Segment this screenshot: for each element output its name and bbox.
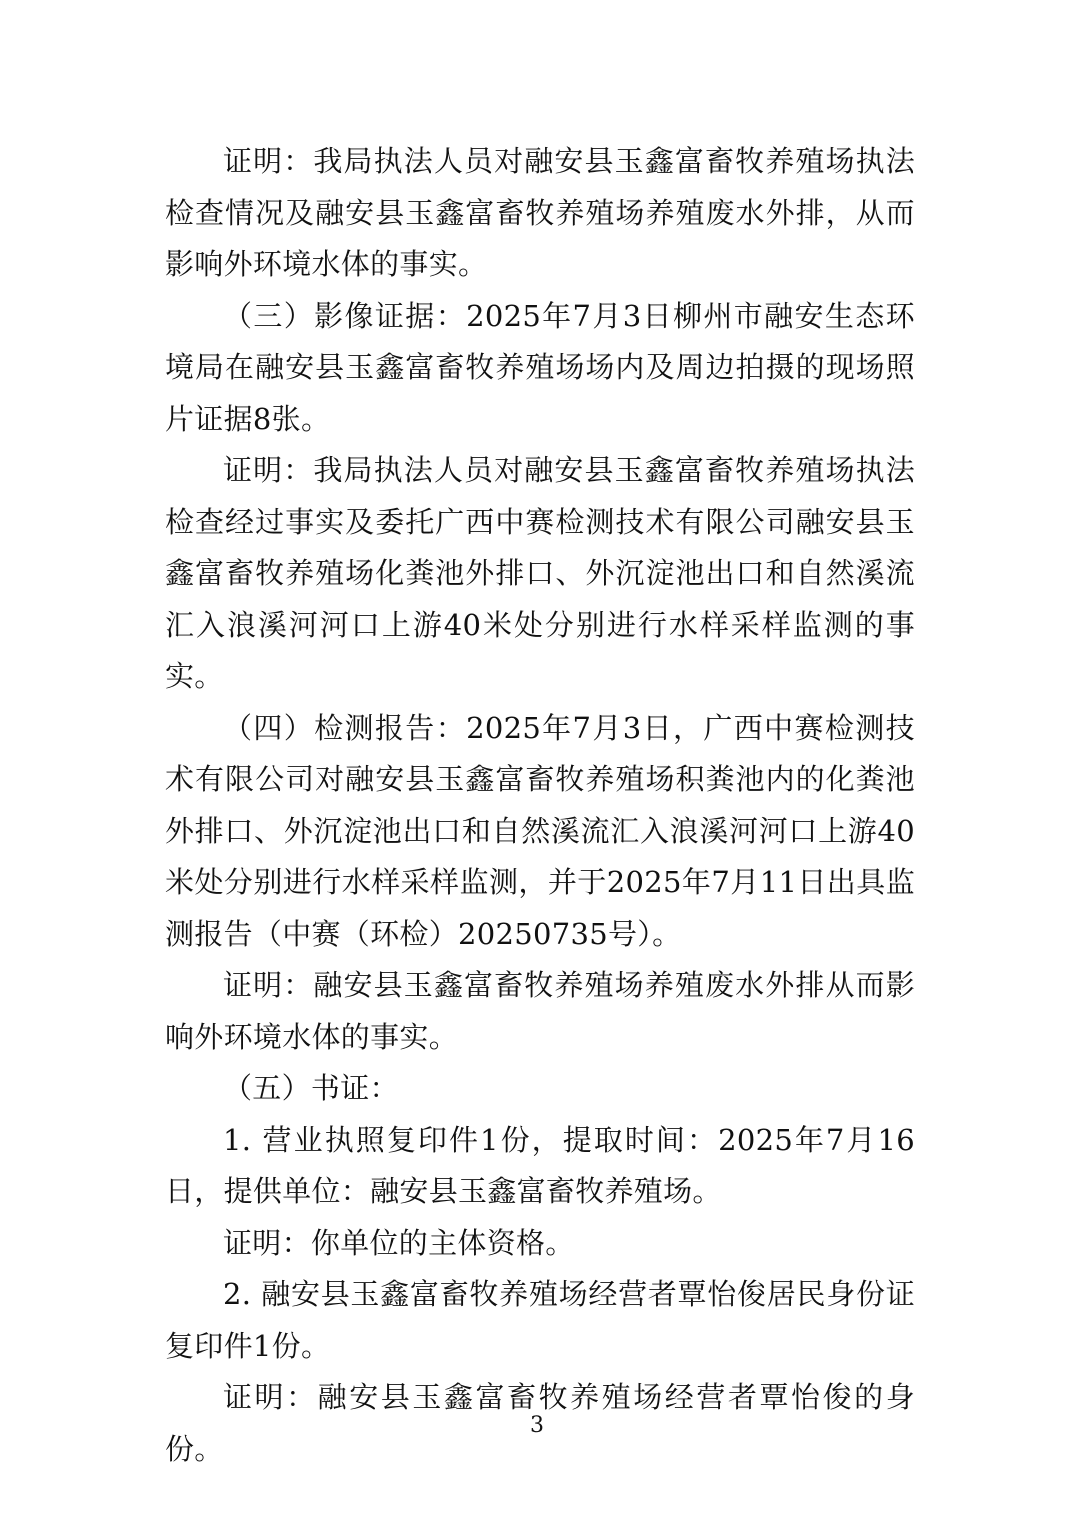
paragraph-documentary-evidence-heading: （五）书证： xyxy=(223,1071,399,1105)
document-body xyxy=(165,136,915,1475)
paragraph-proof-wastewater: 证明：融安县玉鑫富畜牧养殖场养殖废水外排从而影响外环境水体的事实。 xyxy=(165,968,915,1054)
paragraph-image-evidence: （三）影像证据：2025年7月3日柳州市融安生态环境局在融安县玉鑫富畜牧养殖场场内及周边拍摄的现场照片证据8张。 xyxy=(165,298,915,436)
paragraph-test-report: （四）检测报告：2025年7月3日，广西中赛检测技术有限公司对融安县玉鑫富畜牧养殖场积粪池内的化粪池外排口、外沉淀池出口和自然溪流汇入浪溪河河口上游40米处分别进行水样采样监测，并于2025年7月11日出具监测报告（中赛（环检）20250735号）。 xyxy=(165,710,915,951)
page-number: 3 xyxy=(530,1413,544,1438)
paragraph-proof-operator-identity: 证明：融安县玉鑫富畜牧养殖场经营者覃怡俊的身份。 xyxy=(165,1380,915,1466)
paragraph-id-card-copy: 2. 融安县玉鑫富畜牧养殖场经营者覃怡俊居民身份证复印件1份。 xyxy=(165,1277,915,1363)
paragraph-proof-inspection-wastewater: 证明：我局执法人员对融安县玉鑫富畜牧养殖场执法检查情况及融安县玉鑫富畜牧养殖场养殖废水外排，从而影响外环境水体的事实。 xyxy=(165,144,915,281)
paragraph-business-license: 1. 营业执照复印件1份，提取时间：2025年7月16日，提供单位：融安县玉鑫富畜牧养殖场。 xyxy=(165,1122,915,1208)
paragraph-proof-sampling: 证明：我局执法人员对融安县玉鑫富畜牧养殖场执法检查经过事实及委托广西中赛检测技术有限公司融安县玉鑫富畜牧养殖场化粪池外排口、外沉淀池出口和自然溪流汇入浪溪河河口上游40米处分别进行水样采样监测的事实。 xyxy=(165,453,915,693)
paragraph-proof-subject-qualification: 证明：你单位的主体资格。 xyxy=(223,1225,575,1260)
